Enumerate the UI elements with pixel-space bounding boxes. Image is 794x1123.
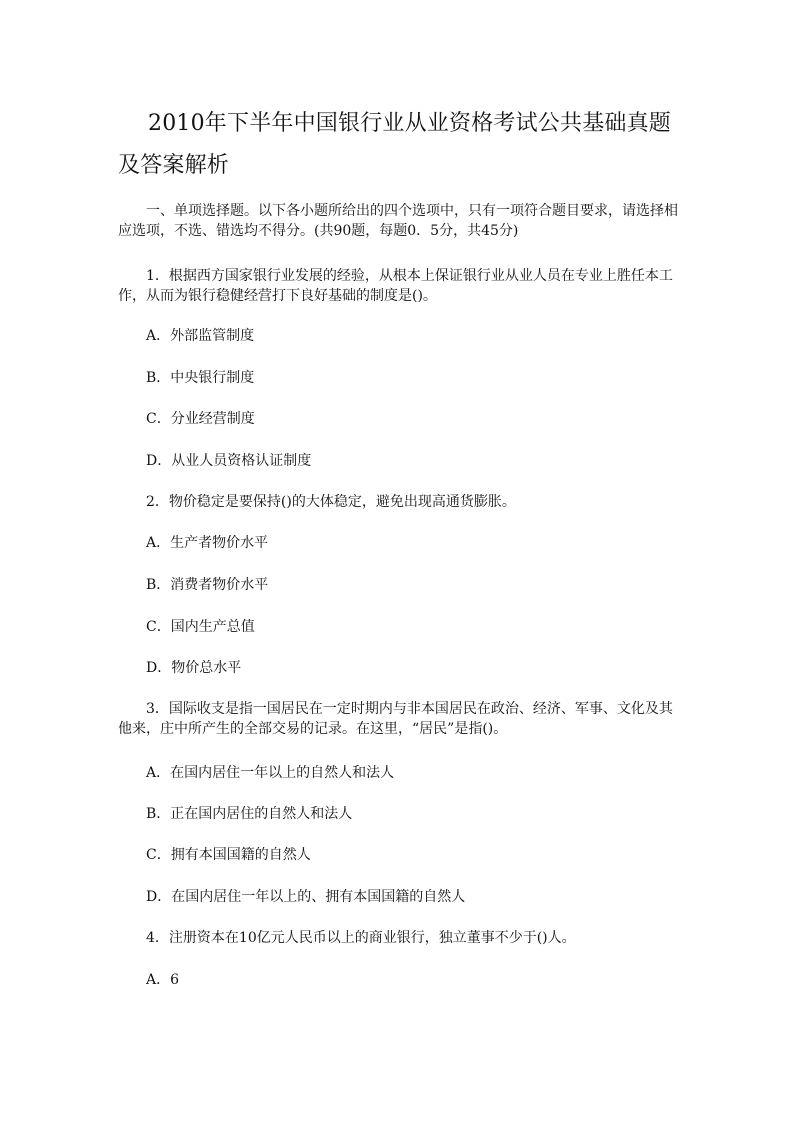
section-intro: 一、单项选择题。以下各小题所给出的四个选项中，只有一项符合题目要求，请选择相应选项，不选、错选均不得分。(共90题，每题0．5分，共45分) <box>118 203 678 239</box>
question-4-option-a: A．6 <box>146 972 180 988</box>
question-3-option-b: B．正在国内居住的自然人和法人 <box>146 806 353 822</box>
document-title: 2010年下半年中国银行业从业资格考试公共基础真题及答案解析 <box>118 111 671 178</box>
question-1-option-b: B．中央银行制度 <box>146 370 255 386</box>
question-2-stem: 2．物价稳定是要保持()的大体稳定，避免出现高通货膨胀。 <box>146 494 516 510</box>
question-2-option-a: A．生产者物价水平 <box>146 535 269 551</box>
question-3-option-a: A．在国内居住一年以上的自然人和法人 <box>146 765 395 781</box>
question-4-stem: 4．注册资本在10亿元人民币以上的商业银行，独立董事不少于()人。 <box>146 930 576 946</box>
question-2-option-b: B．消费者物价水平 <box>146 577 269 593</box>
question-2-option-d: D．物价总水平 <box>146 660 242 676</box>
question-1-option-d: D．从业人员资格认证制度 <box>146 453 312 469</box>
question-3-stem: 3．国际收支是指一国居民在一定时期内与非本国居民在政治、经济、军事、文化及其他来，庄中所产生的全部交易的记录。在这里，“居民”是指()。 <box>118 701 673 737</box>
question-3-option-d: D．在国内居住一年以上的、拥有本国国籍的自然人 <box>146 889 466 905</box>
question-2-option-c: C．国内生产总值 <box>146 619 255 635</box>
question-1-option-c: C．分业经营制度 <box>146 411 255 427</box>
question-1-option-a: A．外部监管制度 <box>146 328 255 344</box>
question-1-stem: 1．根据西方国家银行业发展的经验，从根本上保证银行业从业人员在专业上胜任本工作，从而为银行稳健经营打下良好基础的制度是()。 <box>118 268 673 304</box>
question-3-option-c: C．拥有本国国籍的自然人 <box>146 847 311 863</box>
